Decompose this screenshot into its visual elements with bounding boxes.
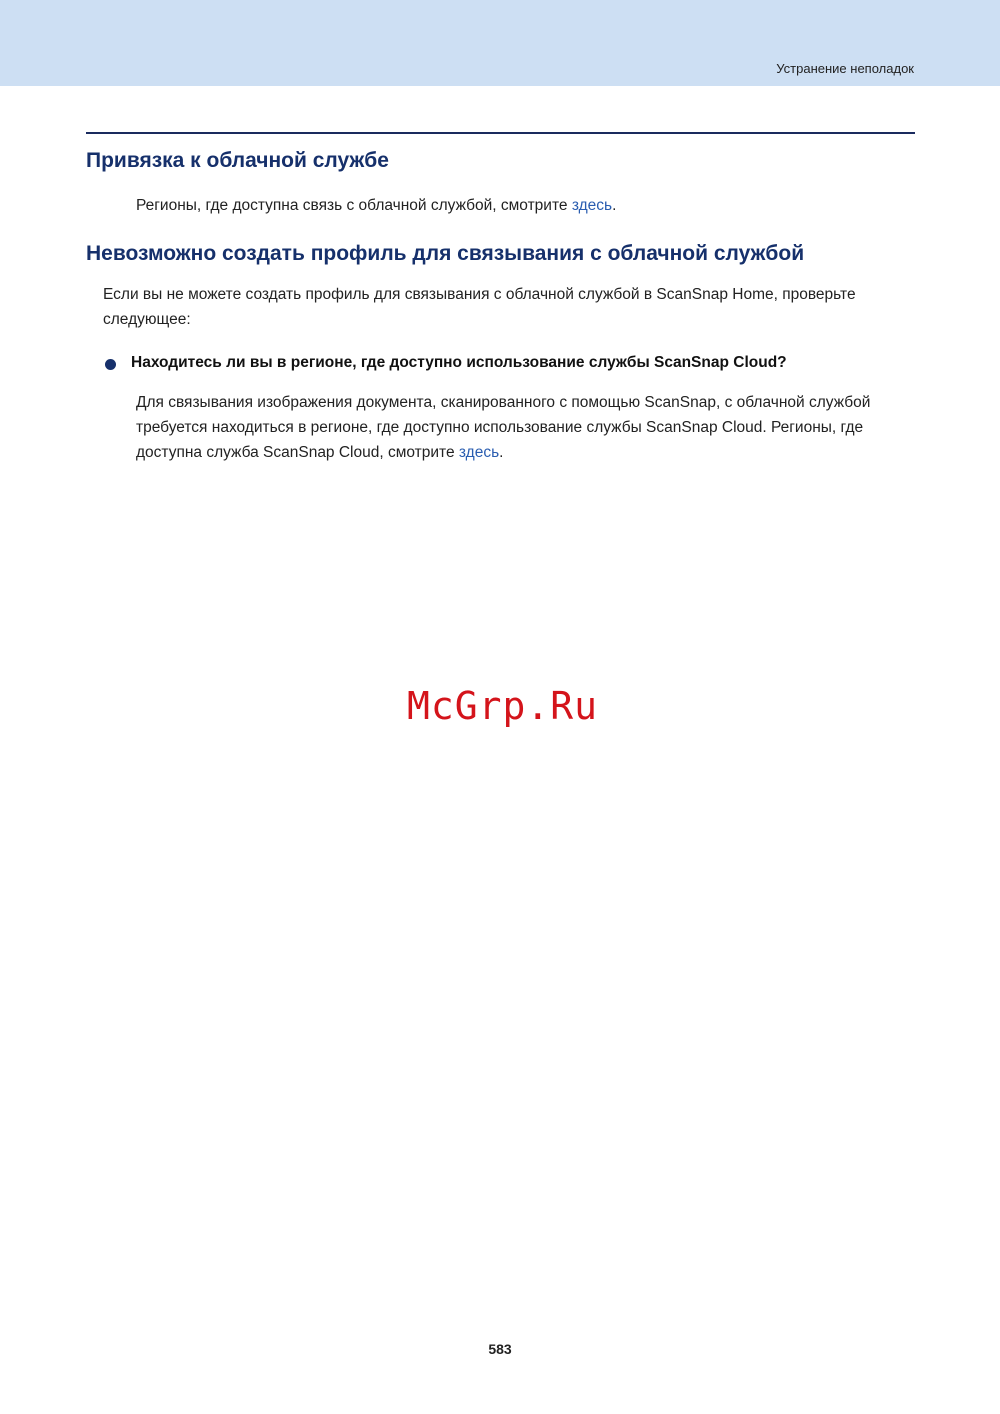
checklist-body-period: . <box>499 444 504 461</box>
section-divider <box>86 132 915 134</box>
cloud-regions-text: Регионы, где доступна связь с облачной службой, смотрите <box>136 197 572 214</box>
header-section-title: Устранение неполадок <box>776 61 914 76</box>
checklist-item-body <box>136 390 916 465</box>
profile-error-intro: Если вы не можете создать профиль для связывания с облачной службой в ScanSnap Home, проверьте следующее: <box>103 286 856 328</box>
checklist-item-title: Находитесь ли вы в регионе, где доступно использование службы ScanSnap Cloud? <box>131 354 787 371</box>
page-number: 583 <box>488 1341 512 1357</box>
cloud-regions-period: . <box>612 197 617 214</box>
heading-cloud-linking: Привязка к облачной службе <box>86 149 389 172</box>
page-header <box>0 0 1000 86</box>
cloud-regions-paragraph <box>136 193 616 218</box>
checklist-body-text: Для связывания изображения документа, сканированного с помощью ScanSnap, с облачной службой требуется находиться в регионе, где доступно использование службы ScanSnap Cloud. Регионы, где доступна служба ScanSnap Cloud, смотрите <box>136 394 871 461</box>
scansnap-cloud-here-link[interactable]: здесь <box>458 444 500 461</box>
watermark-text: McGrp.Ru <box>407 684 599 728</box>
bullet-dot-icon <box>105 359 116 370</box>
here-link[interactable]: здесь <box>571 197 613 214</box>
heading-profile-error: Невозможно создать профиль для связывания с облачной службой <box>86 242 805 265</box>
